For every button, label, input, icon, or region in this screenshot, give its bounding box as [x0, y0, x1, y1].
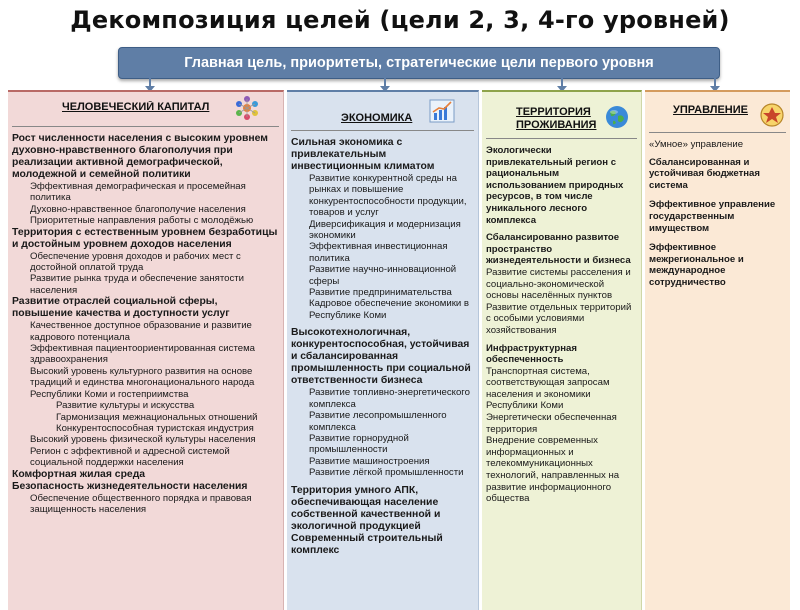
management-goals — [645, 139, 790, 289]
subgoal-item: Духовно-нравственное благополучие населения — [30, 203, 246, 215]
growth-chart-icon — [429, 98, 455, 124]
subgoal-item: Развитие научно-инновационной сферы — [309, 264, 457, 287]
human-capital-column — [8, 90, 284, 610]
goal-item: Территория умного АПК, обеспечивающая население собственной качественной и экологичной продукцией — [291, 484, 441, 532]
subgoal-item: Высокий уровень физической культуры населения — [30, 434, 256, 446]
economy-goals — [287, 137, 478, 557]
subgoal-item: Диверсификация и модернизация экономики — [309, 218, 461, 242]
subgoal-item: Транспортная система, соответствующая запросам населения и экономики Республики Коми — [486, 365, 610, 412]
human-capital-header — [12, 92, 279, 127]
subgoal-item: Регион с эффективной и адресной системой социальной поддержки населения — [30, 445, 230, 469]
management-header — [649, 92, 786, 133]
people-network-icon — [234, 95, 260, 121]
subgoal-item: Развитие лесопромышленного комплекса — [309, 410, 447, 433]
subgoal-item: Развитие горнорудной промышленности — [309, 432, 409, 456]
subgoal-item: Высокий уровень культурного развития на основе традиций и единства многонационального народа Республики Коми и гостеприимства — [30, 365, 255, 400]
territory-title — [516, 106, 616, 132]
subgoal-item: Эффективная пациентоориентированная система здравоохранения — [30, 343, 256, 366]
goal-item: Эффективное управление государственным имуществом — [649, 199, 776, 234]
territory-title-line1: ТЕРРИТОРИЯ — [516, 106, 591, 118]
goal-item: Территория с естественным уровнем безработицы и достойным уровнем доходов населения — [12, 226, 278, 250]
territory-title-line2: ПРОЖИВАНИЯ — [516, 119, 597, 131]
human-capital-title: ЧЕЛОВЕЧЕСКИЙ КАПИТАЛ — [62, 101, 210, 113]
page-title: Декомпозиция целей (цели 2, 3, 4-го уровней) — [70, 6, 730, 34]
economy-column — [287, 90, 479, 610]
human-capital-goals — [8, 133, 283, 515]
subgoal-item: Гармонизация межнациональных отношений — [56, 411, 258, 423]
subgoal-item: Кадровое обеспечение экономики в Республике Коми — [309, 298, 470, 321]
subgoal-item: Развитие лёгкой промышленности — [309, 467, 464, 479]
subgoal-item: Обеспечение общественного порядка и правовая защищенность населения — [30, 492, 252, 515]
goal-item: Экологически привлекательный регион с рациональным использованием природных ресурсов, в том числе уникального лесного комплекса — [486, 145, 624, 226]
subgoal-item: Качественное доступное образование и развитие кадрового потенциала — [30, 320, 252, 343]
subgoal-item: Приоритетные направления работы с молодёжью — [30, 215, 254, 227]
territory-column — [482, 90, 642, 610]
economy-header — [291, 92, 474, 131]
management-title: УПРАВЛЕНИЕ — [673, 104, 748, 116]
subgoal-item: Развитие машиностроения — [309, 455, 430, 467]
goal-item: Эффективное межрегиональное и международное сотрудничество — [649, 242, 744, 288]
subgoal-item: Развитие системы расселения и социально-экономической основы населённых пунктов — [486, 266, 631, 302]
goal-item: Сбалансированно развитое пространство жизнедеятельности и бизнеса — [486, 232, 631, 267]
subgoal-item: Эффективная демографическая и просемейная политика — [30, 181, 246, 204]
goal-item: Комфортная жилая среда — [12, 468, 146, 480]
main-goal-banner: Главная цель, приоритеты, стратегические цели первого уровня — [118, 47, 720, 79]
territory-goals — [482, 145, 641, 505]
subgoal-item: Энергетически обеспеченная территория — [486, 412, 617, 435]
goal-item: Современный строительный комплекс — [291, 532, 443, 556]
goal-item: Сбалансированная и устойчивая бюджетная система — [649, 156, 760, 191]
subgoal-item: Обеспечение уровня доходов и рабочих мест с достойной оплатой труда — [30, 250, 241, 274]
subgoal-item: Развитие рынка труда и обеспечение занятости населения — [30, 273, 245, 296]
subgoal-item: Развитие предпринимательства — [309, 287, 452, 299]
subgoal-item: Конкурентоспособная туристская индустрия — [56, 422, 254, 434]
subgoal-item: Развитие топливно-энергетического комплекса — [309, 387, 470, 410]
goal-item: Рост численности населения с высоким уровнем духовно-нравственного благополучия при реализации активной демографической, молодежной и семейной политики — [12, 133, 268, 180]
goal-item: Инфраструктурная обеспеченность — [486, 342, 577, 366]
subgoal-item: Развитие отдельных территорий с особыми условиями хозяйствования — [486, 301, 632, 336]
goal-item: «Умное» управление — [649, 139, 744, 150]
globe-icon — [604, 104, 630, 130]
emblem-icon — [759, 102, 785, 128]
goal-item: Безопасность жизнедеятельности населения — [12, 480, 248, 492]
goal-item: Развитие отраслей социальной сферы, повышение качества и доступности услуг — [12, 296, 230, 320]
goal-item: Сильная экономика с привлекательным инвестиционным климатом — [291, 137, 435, 172]
economy-title: ЭКОНОМИКА — [341, 112, 413, 124]
subgoal-item: Внедрение современных информационных и телекоммуникационных технологий, направленных на развитие информационного общества — [486, 435, 620, 505]
management-column — [645, 90, 790, 610]
territory-header — [486, 92, 637, 139]
subgoal-item: Эффективная инвестиционная политика — [309, 241, 448, 264]
goal-item: Высокотехнологичная, конкурентоспособная, устойчивая и сбалансированная промышленность при социальной ответственности бизнеса — [291, 327, 471, 387]
subgoal-item: Развитие конкурентной среды на рынках и повышение конкурентоспособности продукции, товаров и услуг — [309, 173, 467, 219]
subgoal-item: Развитие культуры и искусства — [56, 400, 195, 412]
